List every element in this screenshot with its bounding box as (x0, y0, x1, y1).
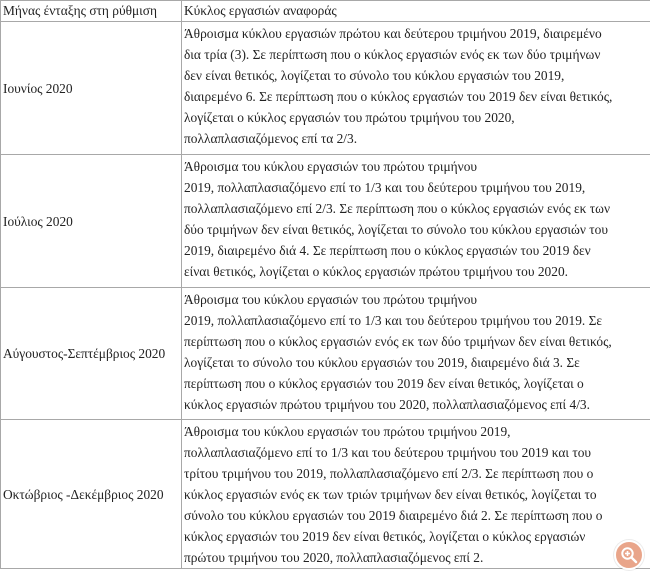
row-month: Ιουνίος 2020 (1, 22, 182, 155)
row-description: Άθροισμα του κύκλου εργασιών του πρώτου τριμήνου 2019, πολλαπλασιαζόμενο επί το 1/3 και του δεύτερου τριμήνου του 2019, πολλαπλασιαζόμενο επί 2/3. Σε περίπτωση που ο κύκλος εργασιών ενός εκ των δύο τριμήνων δεν είναι θετικός, λογίζεται το σύνολο του κύκλου εργασιών του 2019, διαιρεμένο διά 4. Σε περίπτωση που ο κύκλος εργασιών του 2019 δεν είναι θετικός, λογίζεται ο κύκλος εργασιών πρώτου τριμήνου του 2020. (182, 155, 650, 288)
table-row (1, 420, 650, 569)
table-row (1, 155, 650, 288)
row-month: Ιούλιος 2020 (1, 155, 182, 288)
row-month: Αύγουστος-Σεπτέμβριος 2020 (1, 288, 182, 420)
table-row (1, 22, 650, 155)
row-description: Άθροισμα κύκλου εργασιών πρώτου και δεύτερου τριμήνου 2019, διαιρεμένο δια τρία (3). Σε περίπτωση που ο κύκλος εργασιών ενός εκ των δύο τριμήνων δεν είναι θετικός, λογίζεται το σύνολο του κύκλου εργασιών του 2019, διαιρεμένο 6. Σε περίπτωση που ο κύκλος εργασιών του 2019 δεν είναι θετικός, λογίζεται ο κύκλος εργασιών του πρώτου τριμήνου του 2020, πολλαπλασιαζόμενος επί τα 2/3. (182, 22, 650, 155)
row-description: Άθροισμα του κύκλου εργασιών του πρώτου τριμήνου 2019, πολλαπλασιαζόμενο επί το 1/3 και του δεύτερου τριμήνου του 2019. Σε περίπτωση που ο κύκλος εργασιών ενός εκ των δύο τριμήνων δεν είναι θετικός, λογίζεται το σύνολο του κύκλου εργασιών του 2019, διαιρεμένο διά 3. Σε περίπτωση που ο κύκλος εργασιών του 2019 δεν είναι θετικός, λογίζεται ο κύκλος εργασιών πρώτου τριμήνου του 2020, πολλαπλασιαζόμενος επί 4/3. (182, 288, 650, 420)
header-month: Μήνας ένταξης στη ρύθμιση (1, 1, 182, 22)
table-row (1, 288, 650, 420)
zoom-in-icon (620, 546, 638, 564)
header-turnover: Κύκλος εργασιών αναφοράς (182, 1, 650, 22)
table-header-row (1, 1, 650, 22)
zoom-button[interactable] (614, 540, 644, 570)
row-month: Οκτώβριος -Δεκέμβριος 2020 (1, 420, 182, 569)
row-description: Άθροισμα του κύκλου εργασιών του πρώτου τριμήνου 2019, πολλαπλασιαζόμενο επί το 1/3 και του δεύτερου τριμήνου του 2019 και του τρίτου τριμήνου του 2019, πολλαπλασιαζόμενο επί 2/3. Σε περίπτωση που ο κύκλος εργασιών ενός εκ των τριών τριμήνων δεν είναι θετικός, λογίζεται το σύνολο του κύκλου εργασιών του 2019 διαιρεμένο διά 2. Σε περίπτωση που ο κύκλος εργασιών του 2019 δεν είναι θετικός, λογίζεται ο κύκλος εργασιών πρώτου τριμήνου του 2020, πολλαπλασιαζόμενος επί 2. (182, 420, 650, 569)
